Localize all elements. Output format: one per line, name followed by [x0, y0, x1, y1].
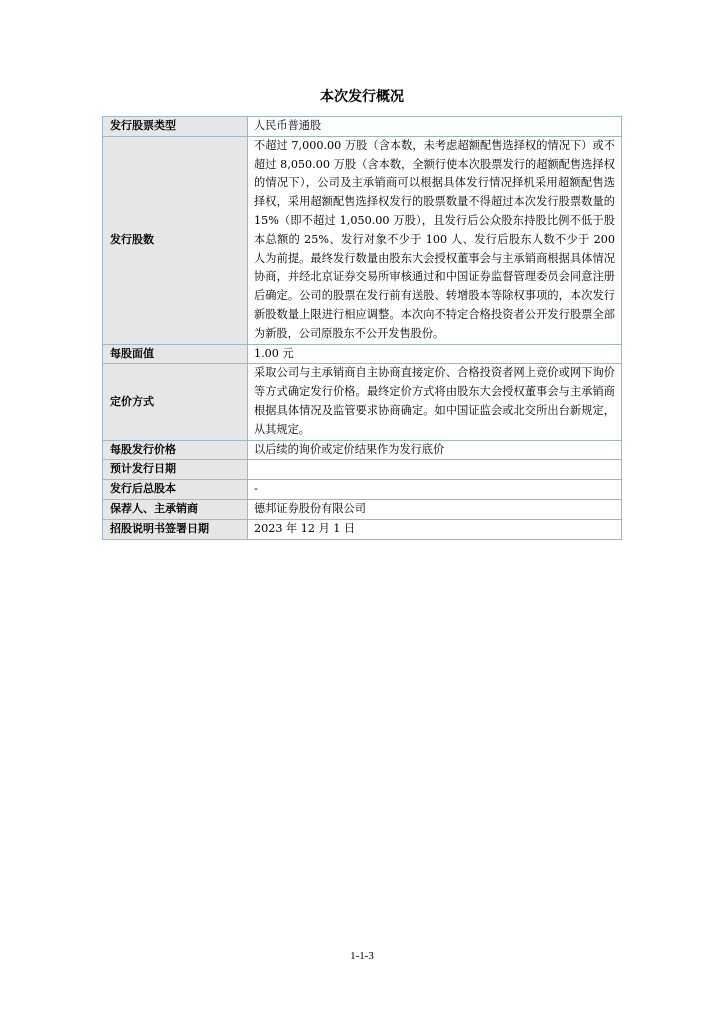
row-value: 1.00 元 — [248, 344, 622, 364]
row-label: 招股说明书签署日期 — [103, 519, 248, 539]
row-value: 德邦证券股份有限公司 — [248, 499, 622, 519]
row-label: 每股发行价格 — [103, 440, 248, 460]
table-row-issue-date — [103, 460, 622, 480]
row-label: 发行股数 — [103, 136, 248, 344]
row-label: 每股面值 — [103, 344, 248, 364]
row-label: 定价方式 — [103, 364, 248, 440]
table-row-total-shares — [103, 480, 622, 500]
table-row-pricing-method — [103, 364, 622, 440]
table-row-par-value — [103, 344, 622, 364]
table-row-issue-price — [103, 440, 622, 460]
row-value: 采取公司与主承销商自主协商直接定价、合格投资者网上竞价或网下询价等方式确定发行价格。最终定价方式将由股东大会授权董事会与主承销商根据具体情况及监管要求协商确定。如中国证监会或北交所出台新规定，从其规定。 — [248, 364, 622, 440]
row-value: - — [248, 480, 622, 500]
row-value: 不超过 7,000.00 万股（含本数，未考虑超额配售选择权的情况下）或不超过 8,050.00 万股（含本数，全额行使本次股票发行的超额配售选择权的情况下），公司及主承销商可以根据具体发行情况择机采用超额配售选择权，采用超额配售选择权发行的股票数量不得超过本次发行股票数量的 15%（即不超过 1,050.00 万股），且发行后公众股东持股比例不低于股本总额的 25%、发行对象不少于 100 人、发行后股东人数不少于 200 人为前提。最终发行数量由股东大会授权董事会与主承销商根据具体情况协商，并经北京证券交易所审核通过和中国证券监督管理委员会同意注册后确定。公司的股票在发行前有送股、转增股本等除权事项的，本次发行新股数量上限进行相应调整。本次向不特定合格投资者公开发行股票全部为新股，公司原股东不公开发售股份。 — [248, 136, 622, 344]
page-title: 本次发行概况 — [320, 89, 404, 105]
table-row-share-count — [103, 136, 622, 344]
row-label: 发行股票类型 — [103, 117, 248, 137]
row-label: 发行后总股本 — [103, 480, 248, 500]
offering-summary-table — [102, 116, 622, 540]
row-value: 以后续的询价或定价结果作为发行底价 — [248, 440, 622, 460]
row-label: 预计发行日期 — [103, 460, 248, 480]
table-row-signing-date — [103, 519, 622, 539]
row-label: 保荐人、主承销商 — [103, 499, 248, 519]
row-value: 人民币普通股 — [248, 117, 622, 137]
row-value — [248, 460, 622, 480]
table-row-stock-type — [103, 117, 622, 137]
row-value: 2023 年 12 月 1 日 — [248, 519, 622, 539]
table-row-sponsor — [103, 499, 622, 519]
page-number: 1-1-3 — [350, 950, 374, 962]
